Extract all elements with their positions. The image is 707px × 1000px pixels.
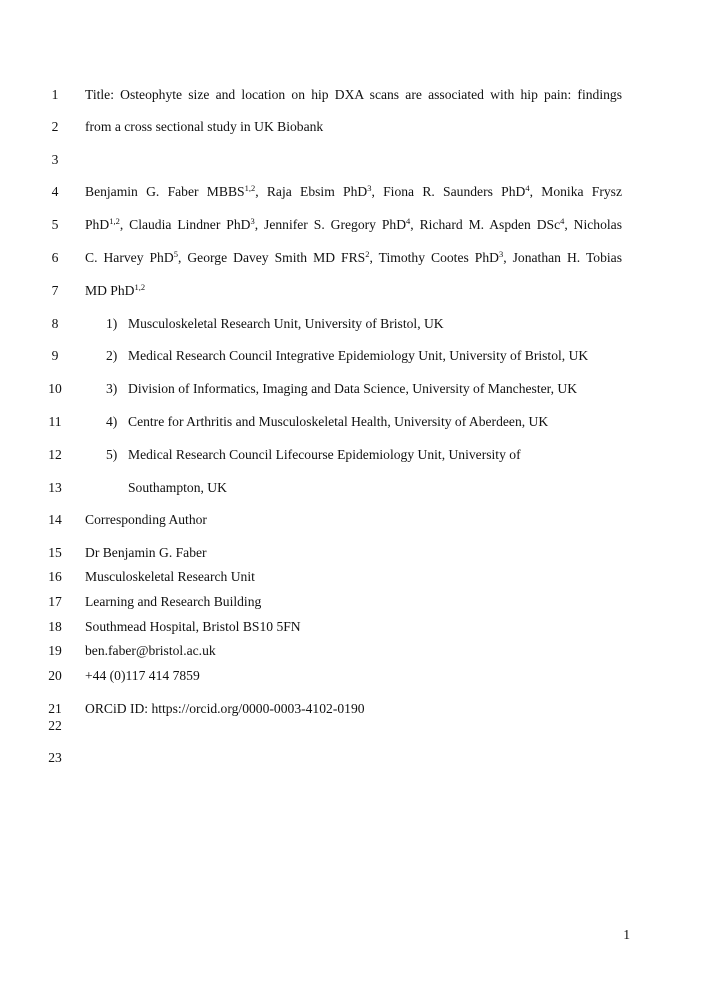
author-name: , Jennifer S. Gregory PhD (254, 217, 407, 232)
line-number: 13 (48, 480, 62, 495)
affiliation-number: 1) (106, 316, 118, 331)
author-line (85, 281, 145, 301)
author-affiliation-sup: 4 (406, 216, 411, 226)
author-affiliation-sup: 1,2 (109, 216, 120, 226)
corresponding-author-heading: Corresponding Author (85, 512, 207, 527)
line-number: 19 (48, 643, 62, 658)
line-10 (0, 379, 707, 399)
author-affiliation-sup: 1,2 (134, 282, 146, 292)
line-number: 16 (48, 569, 62, 584)
line-11 (0, 412, 707, 432)
author-name: , Claudia Lindner PhD (119, 217, 251, 232)
page-number: 1 (623, 927, 630, 942)
author-line (85, 182, 622, 202)
line-3 (0, 150, 707, 170)
author-name: , Nicholas (564, 217, 623, 232)
line-4 (0, 182, 707, 202)
affiliation-number: 4) (106, 414, 118, 429)
line-17 (0, 592, 707, 612)
affiliation-text: Division of Informatics, Imaging and Data Science, University of Manchester, UK (128, 381, 578, 396)
line-number: 9 (51, 348, 59, 363)
author-affiliation-sup: 3 (367, 183, 372, 193)
line-number: 15 (48, 545, 62, 560)
line-number: 21 (48, 701, 62, 716)
line-number: 3 (51, 152, 59, 167)
line-number: 7 (51, 283, 59, 298)
affiliation-text: Medical Research Council Integrative Epidemiology Unit, University of Bristol, UK (128, 348, 589, 363)
author-affiliation-sup: 2 (365, 249, 370, 259)
line-6 (0, 248, 707, 268)
correspondence-email: ben.faber@bristol.ac.uk (85, 643, 216, 658)
line-13 (0, 478, 707, 498)
author-name: C. Harvey PhD (85, 250, 174, 265)
line-2 (0, 117, 707, 137)
author-affiliation-sup: 3 (498, 249, 504, 259)
affiliation-text: Medical Research Council Lifecourse Epidemiology Unit, University of (128, 447, 521, 462)
author-name: MD PhD (85, 283, 135, 298)
correspondence-orcid: ORCiD ID: https://orcid.org/0000-0003-4102-0190 (85, 701, 365, 716)
line-19 (0, 641, 707, 661)
line-number: 18 (48, 619, 62, 634)
line-number: 10 (48, 381, 62, 396)
line-20 (0, 666, 707, 686)
author-name: , Fiona R. Saunders PhD (371, 184, 526, 199)
line-14 (0, 510, 707, 530)
correspondence-building: Learning and Research Building (85, 594, 262, 609)
correspondence-address: Southmead Hospital, Bristol BS10 5FN (85, 619, 301, 634)
affiliation-text-continued: Southampton, UK (128, 480, 227, 495)
author-affiliation-sup: 3 (250, 216, 255, 226)
line-9 (0, 346, 707, 366)
paper-title: Title: Osteophyte size and location on hip DXA scans are associated with hip pain: findings (85, 87, 622, 102)
correspondence-phone: +44 (0)117 414 7859 (85, 668, 200, 683)
author-name: , Timothy Cootes PhD (369, 250, 499, 265)
line-7 (0, 281, 707, 301)
author-name: , Richard M. Aspden DSc (410, 217, 561, 232)
line-15 (0, 543, 707, 563)
affiliation-number: 2) (106, 348, 118, 363)
line-number: 23 (48, 750, 62, 765)
affiliation-number: 5) (106, 447, 118, 462)
author-affiliation-sup: 4 (525, 183, 530, 193)
line-1 (0, 85, 707, 105)
author-name: PhD (85, 217, 110, 232)
author-affiliation-sup: 5 (173, 249, 178, 259)
line-number: 11 (48, 414, 62, 429)
author-name: Benjamin G. Faber MBBS (85, 184, 245, 199)
line-number: 6 (51, 250, 59, 265)
author-affiliation-sup: 1,2 (244, 183, 256, 193)
author-line (85, 248, 622, 268)
corresponding-author-name: Dr Benjamin G. Faber (85, 545, 207, 560)
author-name: , George Davey Smith MD FRS (177, 250, 366, 265)
correspondence-unit: Musculoskeletal Research Unit (85, 569, 255, 584)
author-name: , Monika Frysz (529, 184, 622, 199)
line-number: 12 (48, 447, 62, 462)
line-number: 1 (51, 87, 59, 102)
author-name: , Raja Ebsim PhD (255, 184, 368, 199)
line-number: 17 (48, 594, 62, 609)
author-affiliation-sup: 4 (560, 216, 565, 226)
affiliation-text: Centre for Arthritis and Musculoskeletal Health, University of Aberdeen, UK (128, 414, 549, 429)
line-23 (0, 748, 707, 768)
affiliation-text: Musculoskeletal Research Unit, University of Bristol, UK (128, 316, 444, 331)
line-18 (0, 617, 707, 637)
line-8 (0, 314, 707, 334)
line-number: 22 (48, 718, 62, 733)
line-number: 14 (48, 512, 62, 527)
line-number: 20 (48, 668, 62, 683)
author-name: , Jonathan H. Tobias (503, 250, 623, 265)
affiliation-number: 3) (106, 381, 118, 396)
line-16 (0, 567, 707, 587)
line-22 (0, 716, 707, 736)
line-12 (0, 445, 707, 465)
line-number: 2 (51, 119, 59, 134)
author-line (85, 215, 622, 235)
line-number: 4 (51, 184, 59, 199)
line-number: 8 (51, 316, 59, 331)
line-5 (0, 215, 707, 235)
line-number: 5 (51, 217, 59, 232)
paper-title-continued: from a cross sectional study in UK Biobank (85, 119, 324, 134)
